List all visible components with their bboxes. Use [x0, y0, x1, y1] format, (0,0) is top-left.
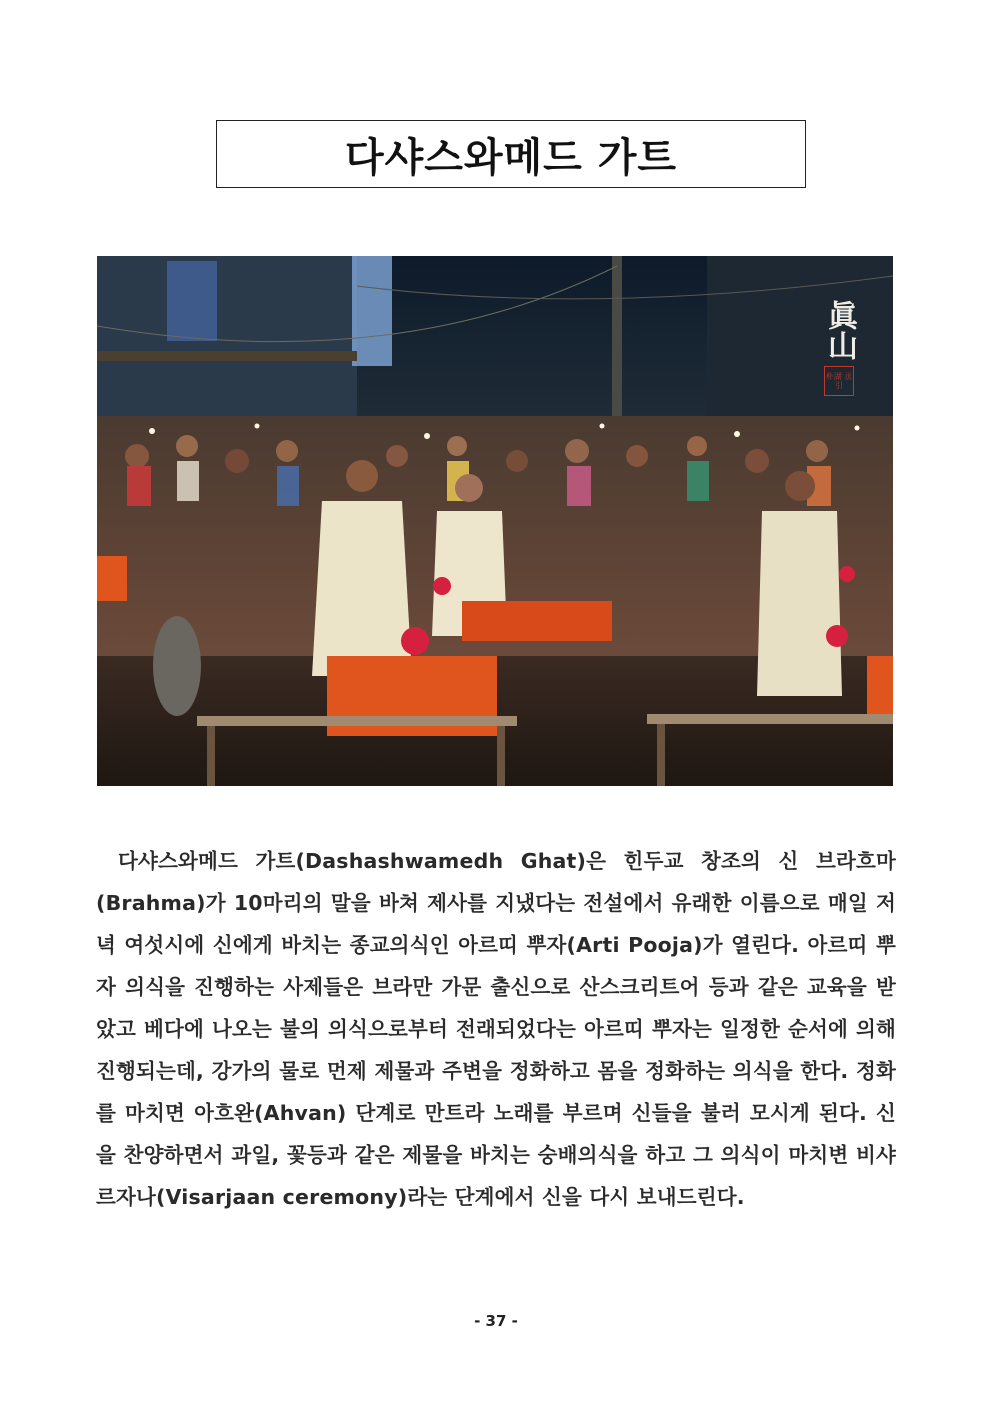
body-paragraph: 다샤스와메드 가트(Dashashwamedh Ghat)은 힌두교 창조의 신 브라흐마(Brahma)가 10마리의 말을 바쳐 제사를 지냈다는 전설에서 유래한 이름으로 매일 저녁 여섯시에 신에게 바치는 종교의식인 아르띠 뿌자(Arti Pooja)가 열린다. 아르띠 뿌자 의식을 진행하는 사제들은 브라만 가문 출신으로 산스크리트어 등과 같은 교육을 받았고 베다에 나오는 불의 의식으로부터 전래되었다는 아르띠 뿌자는 일정한 순서에 의해 진행되는데, 강가의 물로 먼제 제물과 주변을 정화하고 몸을 정화하는 의식을 한다. 정화를 마치면 아흐완(Ahvan) 단계로 만트라 노래를 부르며 신들을 불러 모시게 된다. 신을 찬양하면서 과일, 꽃등과 같은 제물을 바치는 숭배의식을 하고 그 의식이 마치변 비샤르자나(Visarjaan ceremony)라는 단계에서 신을 다시 보내드린다. — [96, 849, 896, 1209]
seal-calligraphy: 眞山 — [822, 300, 857, 360]
calligraphy-seal — [819, 300, 859, 396]
ghat-ceremony-photo — [97, 256, 893, 786]
page-number: - 37 - — [474, 1312, 518, 1330]
title-box — [216, 120, 806, 188]
seal-stamp: 朴湖 丞引 — [824, 366, 854, 396]
photo-illustration — [97, 256, 893, 786]
page-title: 다샤스와메드 가트 — [344, 134, 678, 181]
